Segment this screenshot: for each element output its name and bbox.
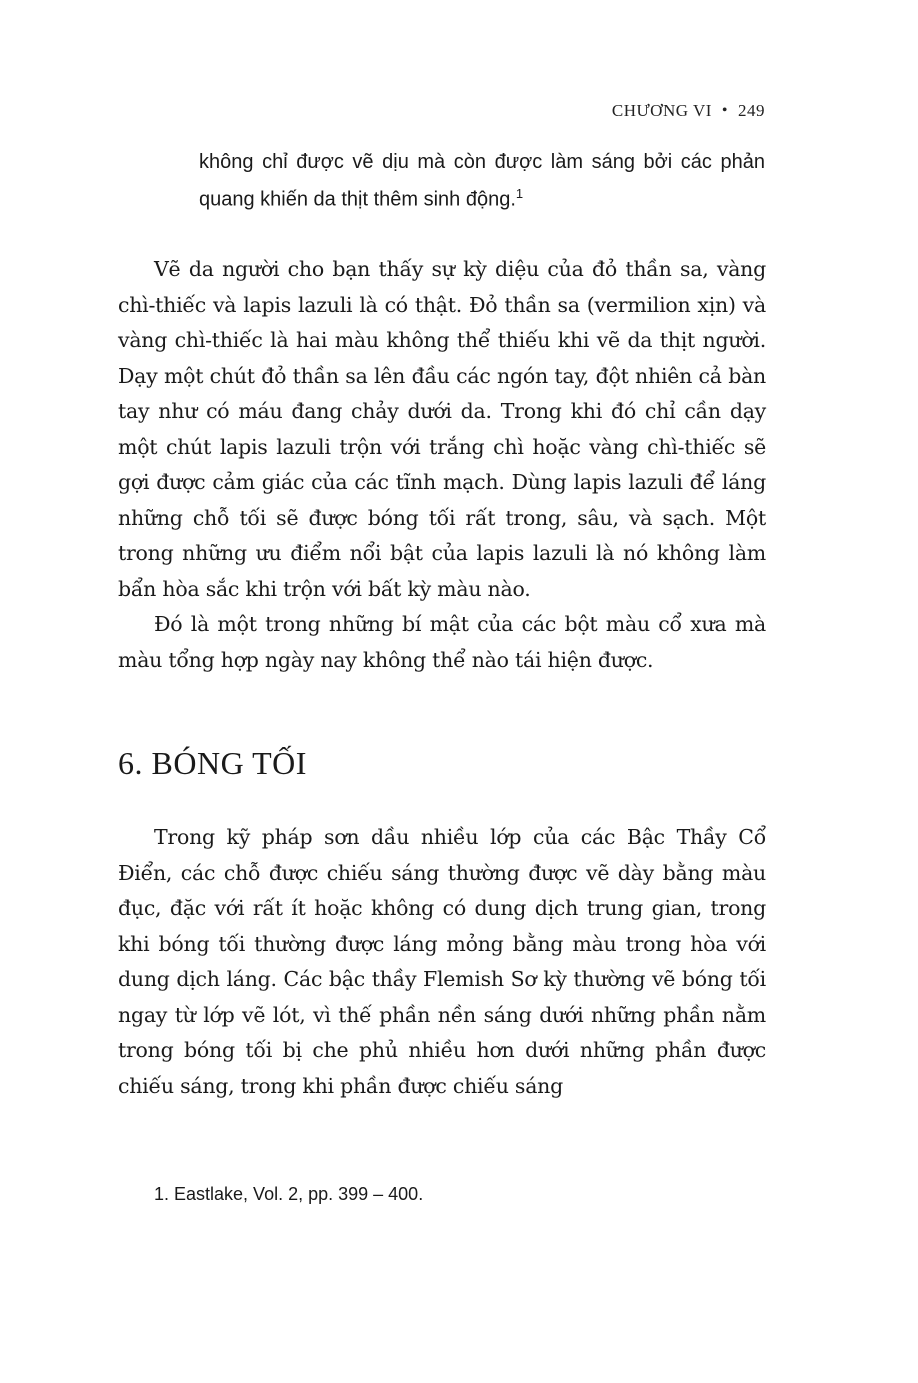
- section-heading: 6. BÓNG TỐI: [118, 745, 307, 781]
- footnote: 1. Eastlake, Vol. 2, pp. 399 – 400.: [154, 1184, 424, 1204]
- block-quote: [199, 146, 765, 216]
- running-header: [612, 101, 765, 121]
- paragraph: Trong kỹ pháp sơn dầu nhiều lớp của các Bậc Thầy Cổ Điển, các chỗ được chiếu sáng thường được vẽ dày bằng màu đục, đặc với rất ít hoặc không có dung dịch trung gian, trong khi bóng tối thường được láng mỏng bằng màu trong hòa với dung dịch láng. Các bậc thầy Flemish Sơ kỳ thường vẽ bóng tối ngay từ lớp vẽ lót, vì thế phần nền sáng dưới những phần nằm trong bóng tối bị che phủ nhiều hơn dưới những phần được chiếu sáng, trong khi phần được chiếu sáng: [118, 825, 766, 1098]
- body-text-section-2: [118, 820, 766, 1104]
- page-number: 249: [738, 101, 765, 120]
- separator-dot: •: [721, 102, 728, 119]
- footnote-reference: 1: [515, 186, 524, 201]
- quote-text: không chỉ được vẽ dịu mà còn được làm sáng bởi các phản quang khiến da thịt thêm sinh động.: [199, 151, 765, 211]
- body-text-section-1: [118, 252, 766, 678]
- paragraph: Vẽ da người cho bạn thấy sự kỳ diệu của đỏ thần sa, vàng chì-thiếc và lapis lazuli là có thật. Đỏ thần sa (vermilion xịn) và vàng chì-thiếc là hai màu không thể thiếu khi vẽ da thịt người. Dạy một chút đỏ thần sa lên đầu các ngón tay, đột nhiên cả bàn tay như có máu đang chảy dưới da. Trong khi đó chỉ cần dạy một chút lapis lazuli trộn với trắng chì hoặc vàng chì-thiếc sẽ gợi được cảm giác của các tĩnh mạch. Dùng lapis lazuli để láng những chỗ tối sẽ được bóng tối rất trong, sâu, và sạch. Một trong những ưu điểm nổi bật của lapis lazuli là nó không làm bẩn hòa sắc khi trộn với bất kỳ màu nào.: [118, 257, 766, 601]
- paragraph: Đó là một trong những bí mật của các bột màu cổ xưa mà màu tổng hợp ngày nay không thể nào tái hiện được.: [118, 612, 766, 672]
- chapter-label: CHƯƠNG VI: [611, 101, 712, 120]
